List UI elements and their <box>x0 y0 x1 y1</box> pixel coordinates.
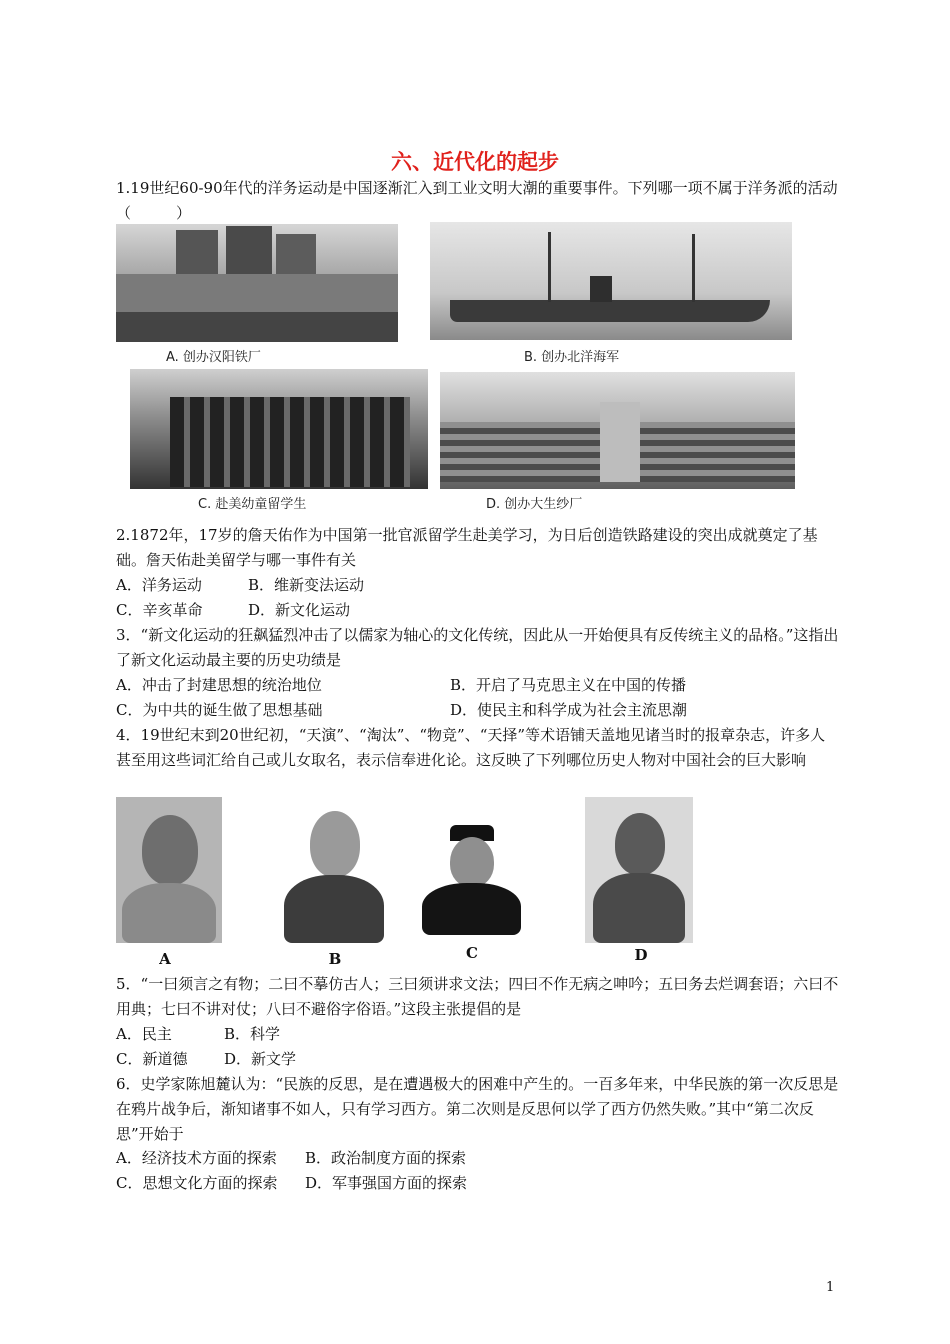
q5-option-c: C．新道德 <box>116 1050 188 1068</box>
q2-option-d: D．新文化运动 <box>248 601 351 619</box>
question-2-text: 2.1872年，17岁的詹天佑作为中国第一批官派留学生赴美学习，为日后创造铁路建设的突出成就奠定了基础。詹天佑赴美留学与哪一事件有关 <box>116 526 818 569</box>
q2-option-a: A．洋务运动 <box>116 576 202 594</box>
q3-option-c: C．为中共的诞生做了思想基础 <box>116 701 323 719</box>
q5-option-d: D．新文学 <box>224 1050 297 1068</box>
q6-option-b: B．政治制度方面的探索 <box>305 1149 467 1167</box>
question-6-text: 6．史学家陈旭麓认为：“民族的反思，是在遭遇极大的困难中产生的。一百多年来，中华民族的第一次反思是在鸦片战争后，渐知诸事不如人，只有学习西方。第二次则是反思何以学了西方仍然失败。”其中“第二次反思”开始于 <box>116 1075 839 1143</box>
q6-option-d: D．军事强国方面的探索 <box>305 1174 468 1192</box>
portrait-c <box>420 823 523 935</box>
q5-option-b: B．科学 <box>224 1025 281 1043</box>
q1-caption-d: D. 创办大生纱厂 <box>486 497 583 512</box>
q5-option-a: A．民主 <box>116 1025 172 1043</box>
portrait-label-c: C <box>466 944 478 962</box>
q6-option-c: C．思想文化方面的探索 <box>116 1174 278 1192</box>
portrait-label-a: A <box>159 950 171 968</box>
beiyang-fleet-photo <box>430 222 792 340</box>
dasheng-mill-photo <box>440 372 795 489</box>
q2-option-b: B．维新变法运动 <box>248 576 365 594</box>
q1-caption-a: A. 创办汉阳铁厂 <box>166 350 261 365</box>
question-5-text: 5．“一曰须言之有物；二曰不摹仿古人；三曰须讲求文法；四曰不作无病之呻吟；五曰务去烂调套语；六曰不用典；七曰不讲对仗；八曰不避俗字俗语。”这段主张提倡的是 <box>116 975 839 1018</box>
page-title: 六、近代化的起步 <box>391 150 559 174</box>
q3-option-a: A．冲击了封建思想的统治地位 <box>116 676 322 694</box>
question-3-text: 3．“新文化运动的狂飙猛烈冲击了以儒家为轴心的文化传统，因此从一开始便具有反传统主义的品格。”这指出了新文化运动最主要的历史功绩是 <box>116 626 839 669</box>
q2-option-c: C．辛亥革命 <box>116 601 203 619</box>
q1-caption-c: C. 赴美幼童留学生 <box>198 497 307 512</box>
page-number: 1 <box>826 1280 835 1295</box>
q6-option-a: A．经济技术方面的探索 <box>116 1149 277 1167</box>
portrait-label-b: B <box>328 950 342 968</box>
portrait-a <box>116 797 222 943</box>
hanyang-ironworks-photo <box>116 224 398 342</box>
portrait-label-d: D <box>634 946 648 964</box>
portrait-d <box>585 797 693 943</box>
q3-option-d: D．使民主和科学成为社会主流思潮 <box>450 701 688 719</box>
q1-caption-b: B. 创办北洋海军 <box>524 350 620 365</box>
portrait-b <box>280 797 388 943</box>
q3-option-b: B．开启了马克思主义在中国的传播 <box>450 676 687 694</box>
student-group-photo <box>130 369 428 489</box>
question-4-text: 4．19世纪末到20世纪初，“天演”、“淘汰”、“物竞”、“天择”等术语铺天盖地见诸当时的报章杂志，许多人甚至用这些词汇给自己或儿女取名，表示信奉进化论。这反映了下列哪位历史人物对中国社会的巨大影响 <box>116 726 826 769</box>
question-1-text: 1.19世纪60-90年代的洋务运动是中国逐渐汇入到工业文明大潮的重要事件。下列哪一项不属于洋务派的活动（ ） <box>116 179 838 222</box>
